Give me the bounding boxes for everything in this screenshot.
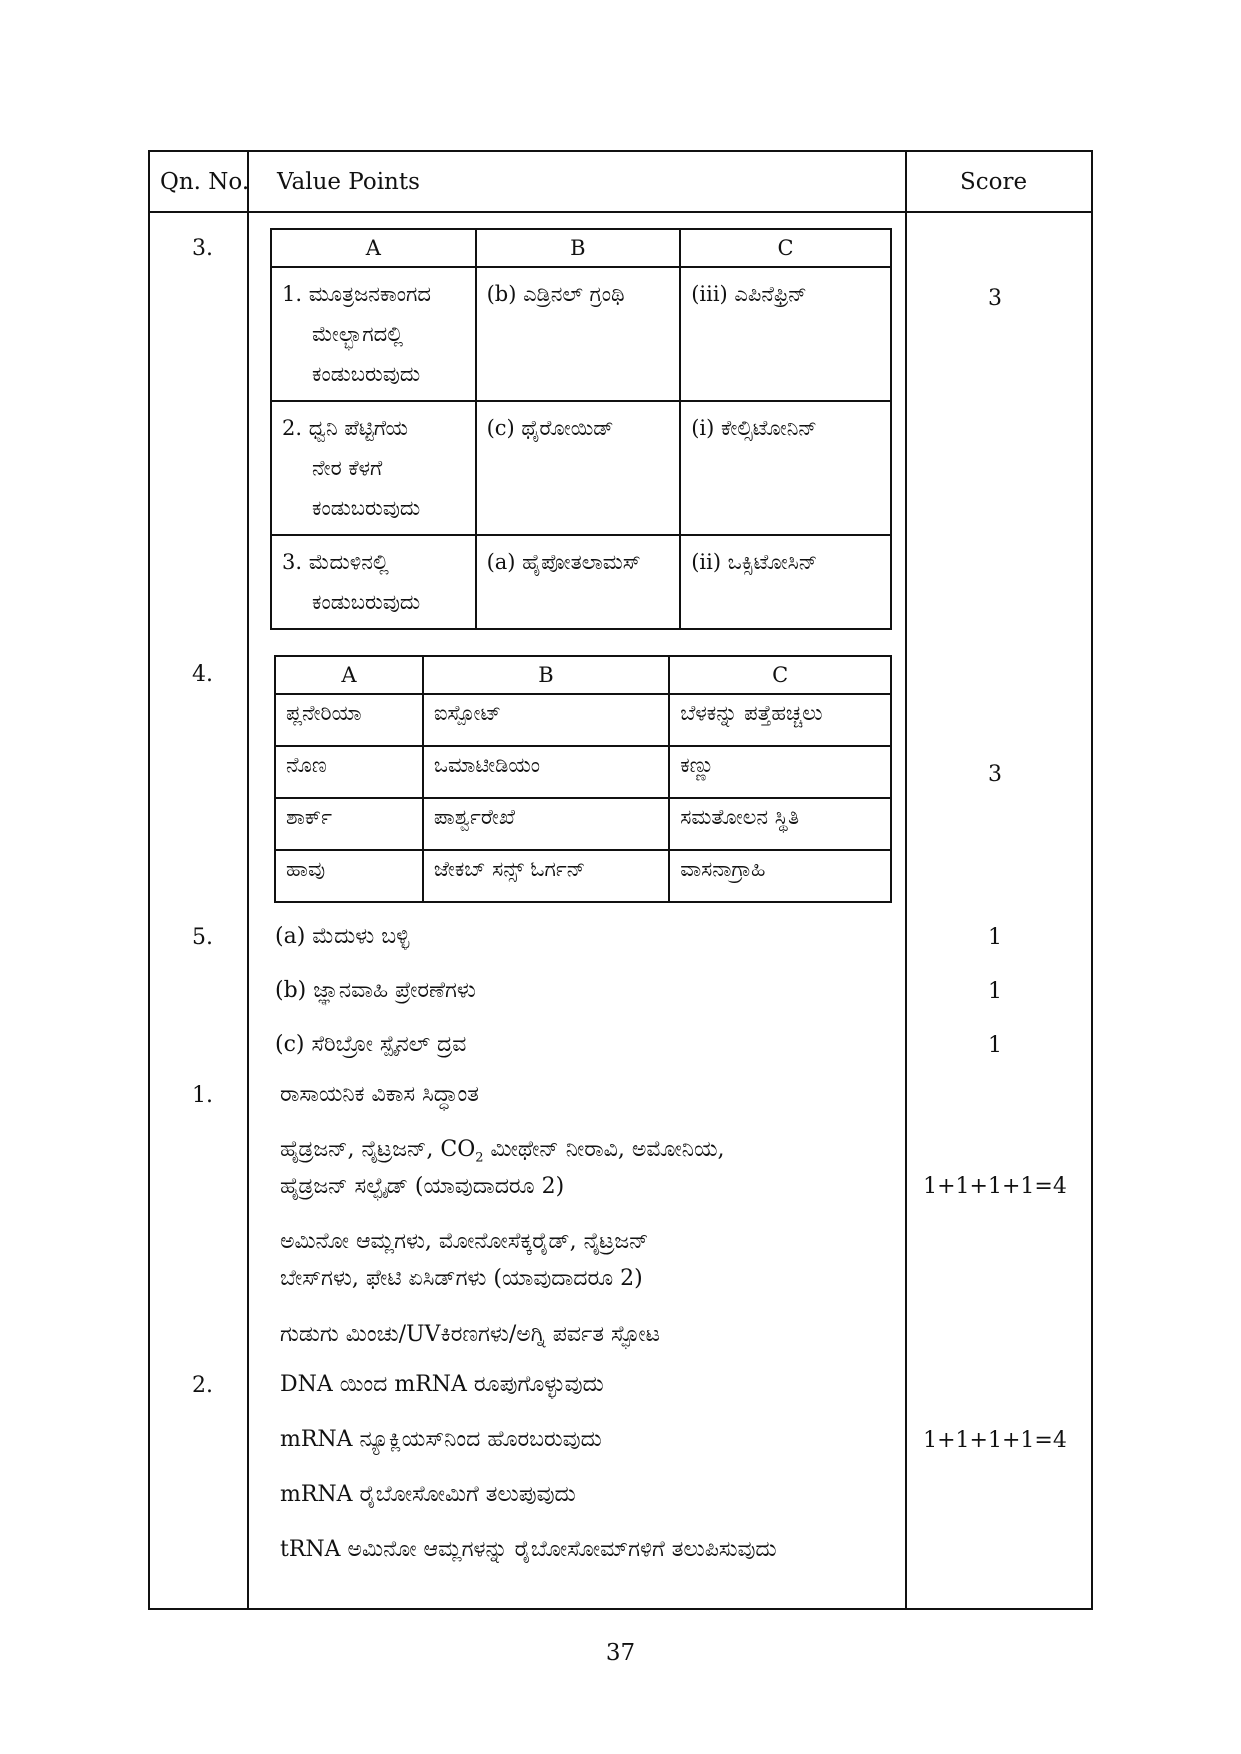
answer-line: mRNA ರೈಬೋಸೋಮಿಗೆ ತಲುಪುವುದು bbox=[280, 1482, 576, 1507]
answer-line: DNA ಯಿಂದ mRNA ರೂಪುಗೊಳ್ಳುವುದು bbox=[280, 1372, 604, 1397]
table-cell bbox=[271, 267, 476, 401]
answer-line: (c) ಸೆರಿಬ್ರೋ ಸ್ಪೈನಲ್ ದ್ರವ bbox=[275, 1032, 467, 1057]
table-cell: (c) ಥೈರೋಯಿಡ್ bbox=[476, 401, 681, 535]
table-cell: ಸಮತೋಲನ ಸ್ಥಿತಿ bbox=[669, 798, 891, 850]
header-qn: Qn. No. bbox=[160, 169, 250, 195]
table-cell: ನೊಣ bbox=[275, 746, 423, 798]
table-cell: (iii) ಎಪಿನೆಫ್ರಿನ್ bbox=[680, 267, 891, 401]
answer-text: ಹೈಡ್ರಜನ್, ನೈಟ್ರಜನ್, CO bbox=[280, 1137, 476, 1162]
table-row bbox=[271, 535, 891, 629]
column-header: A bbox=[271, 229, 476, 267]
score-q5a: 1 bbox=[988, 925, 1002, 950]
column-divider bbox=[905, 152, 907, 1608]
header-value-points: Value Points bbox=[277, 169, 420, 195]
table-cell bbox=[271, 401, 476, 535]
score-q5c: 1 bbox=[988, 1033, 1002, 1058]
column-header: A bbox=[275, 656, 423, 694]
table-cell: ವಾಸನಾಗ್ರಾಹಿ bbox=[669, 850, 891, 902]
table-row bbox=[271, 267, 891, 401]
table-cell: (ii) ಒಕ್ಸಿಟೋಸಿನ್ bbox=[680, 535, 891, 629]
table-row bbox=[275, 694, 891, 746]
answer-line: (a) ಮೆದುಳು ಬಳ್ಳಿ bbox=[275, 924, 410, 949]
column-header: B bbox=[476, 229, 681, 267]
answer-line: ಅಮಿನೋ ಆಮ್ಲಗಳು, ಮೋನೋಸೆಕ್ಕರೈಡ್, ನೈಟ್ರಜನ್ bbox=[280, 1229, 649, 1254]
cell-line: 1. ಮೂತ್ರಜನಕಾಂಗದ bbox=[282, 282, 431, 306]
table-cell bbox=[271, 535, 476, 629]
answer-line: ರಾಸಾಯನಿಕ ವಿಕಾಸ ಸಿದ್ಧಾಂತ bbox=[280, 1082, 479, 1107]
table-cell: (a) ಹೈಪೋತಲಾಮಸ್ bbox=[476, 535, 681, 629]
cell-line: ಕಂಡುಬರುವುದು bbox=[312, 496, 421, 520]
cell-line: ನೇರ ಕೆಳಗೆ bbox=[312, 456, 383, 480]
table-cell: ಶಾರ್ಕ್ bbox=[275, 798, 423, 850]
answer-line: ಹೈಡ್ರಜನ್ ಸಲ್ಫೈಡ್ (ಯಾವುದಾದರೂ 2) bbox=[280, 1174, 565, 1199]
cell-line: ಕಂಡುಬರುವುದು bbox=[312, 590, 421, 614]
table-cell: ಹಾವು bbox=[275, 850, 423, 902]
table-cell: ಐಸ್ಪೋಟ್ bbox=[423, 694, 669, 746]
score-q3: 3 bbox=[988, 286, 1002, 311]
cell-line: 3. ಮೆದುಳಿನಲ್ಲಿ bbox=[282, 550, 389, 574]
table-cell: ಕಣ್ಣು bbox=[669, 746, 891, 798]
column-header: C bbox=[680, 229, 891, 267]
table-cell: ಜೇಕಬ್ ಸನ್ಸ್ ಓರ್ಗನ್ bbox=[423, 850, 669, 902]
cell-line: ಕಂಡುಬರುವುದು bbox=[312, 362, 421, 386]
column-divider bbox=[247, 152, 249, 1608]
table-cell: (b) ಎಡ್ರಿನಲ್ ಗ್ರಂಥಿ bbox=[476, 267, 681, 401]
table-row bbox=[271, 401, 891, 535]
cell-line: ಮೇಲ್ಭಾಗದಲ್ಲಿ bbox=[312, 322, 404, 346]
answer-line: ಗುಡುಗು ಮಿಂಚು/UVಕಿರಣಗಳು/ಅಗ್ನಿ ಪರ್ವತ ಸ್ಫೋಟ bbox=[280, 1322, 660, 1347]
column-header: B bbox=[423, 656, 669, 694]
header-divider bbox=[150, 211, 1091, 213]
question-number: 5. bbox=[192, 925, 213, 950]
question-number: 4. bbox=[192, 662, 213, 687]
answer-text: ಮೀಥೇನ್ ನೀರಾವಿ, ಅಮೋನಿಯ, bbox=[483, 1137, 725, 1162]
table-cell: ಒಮಾಟೀಡಿಯಂ bbox=[423, 746, 669, 798]
match-table-q3 bbox=[270, 228, 892, 630]
answer-line: (b) ಜ್ಞಾನವಾಹಿ ಪ್ರೇರಣೆಗಳು bbox=[275, 978, 476, 1003]
header-score: Score bbox=[960, 169, 1028, 195]
score-q2: 1+1+1+1=4 bbox=[923, 1428, 1067, 1453]
table-cell: ಪ್ಲನೇರಿಯಾ bbox=[275, 694, 423, 746]
question-number: 2. bbox=[192, 1373, 213, 1398]
match-table-q4 bbox=[274, 655, 892, 903]
answer-line: ಬೇಸ್‌ಗಳು, ಫೇಟಿ ಏಸಿಡ್‌ಗಳು (ಯಾವುದಾದರೂ 2) bbox=[280, 1266, 643, 1291]
table-row bbox=[275, 850, 891, 902]
table-cell: ಬೆಳಕನ್ನು ಪತ್ತೆಹಚ್ಚಲು bbox=[669, 694, 891, 746]
score-q5b: 1 bbox=[988, 979, 1002, 1004]
question-number: 3. bbox=[192, 236, 213, 261]
question-number: 1. bbox=[192, 1083, 213, 1108]
page-number: 37 bbox=[605, 1640, 636, 1666]
table-cell: (i) ಕೇಲ್ಸಿಟೋನಿನ್ bbox=[680, 401, 891, 535]
score-q1: 1+1+1+1=4 bbox=[923, 1174, 1067, 1199]
table-row bbox=[275, 746, 891, 798]
answer-line: mRNA ನ್ಯೂಕ್ಲಿಯಸ್‌ನಿಂದ ಹೊರಬರುವುದು bbox=[280, 1427, 602, 1452]
answer-line: tRNA ಅಮಿನೋ ಆಮ್ಲಗಳನ್ನು ರೈಬೋಸೋಮ್‌ಗಳಿಗೆ ತಲುಪಿಸುವುದು bbox=[280, 1537, 777, 1562]
cell-line: 2. ಧ್ವನಿ ಪೆಟ್ಟಿಗೆಯ bbox=[282, 416, 408, 440]
table-row bbox=[275, 798, 891, 850]
column-header: C bbox=[669, 656, 891, 694]
table-cell: ಪಾರ್ಶ್ವರೇಖೆ bbox=[423, 798, 669, 850]
subscript: 2 bbox=[475, 1150, 484, 1166]
score-q4: 3 bbox=[988, 762, 1002, 787]
answer-key-table bbox=[148, 150, 1093, 1610]
